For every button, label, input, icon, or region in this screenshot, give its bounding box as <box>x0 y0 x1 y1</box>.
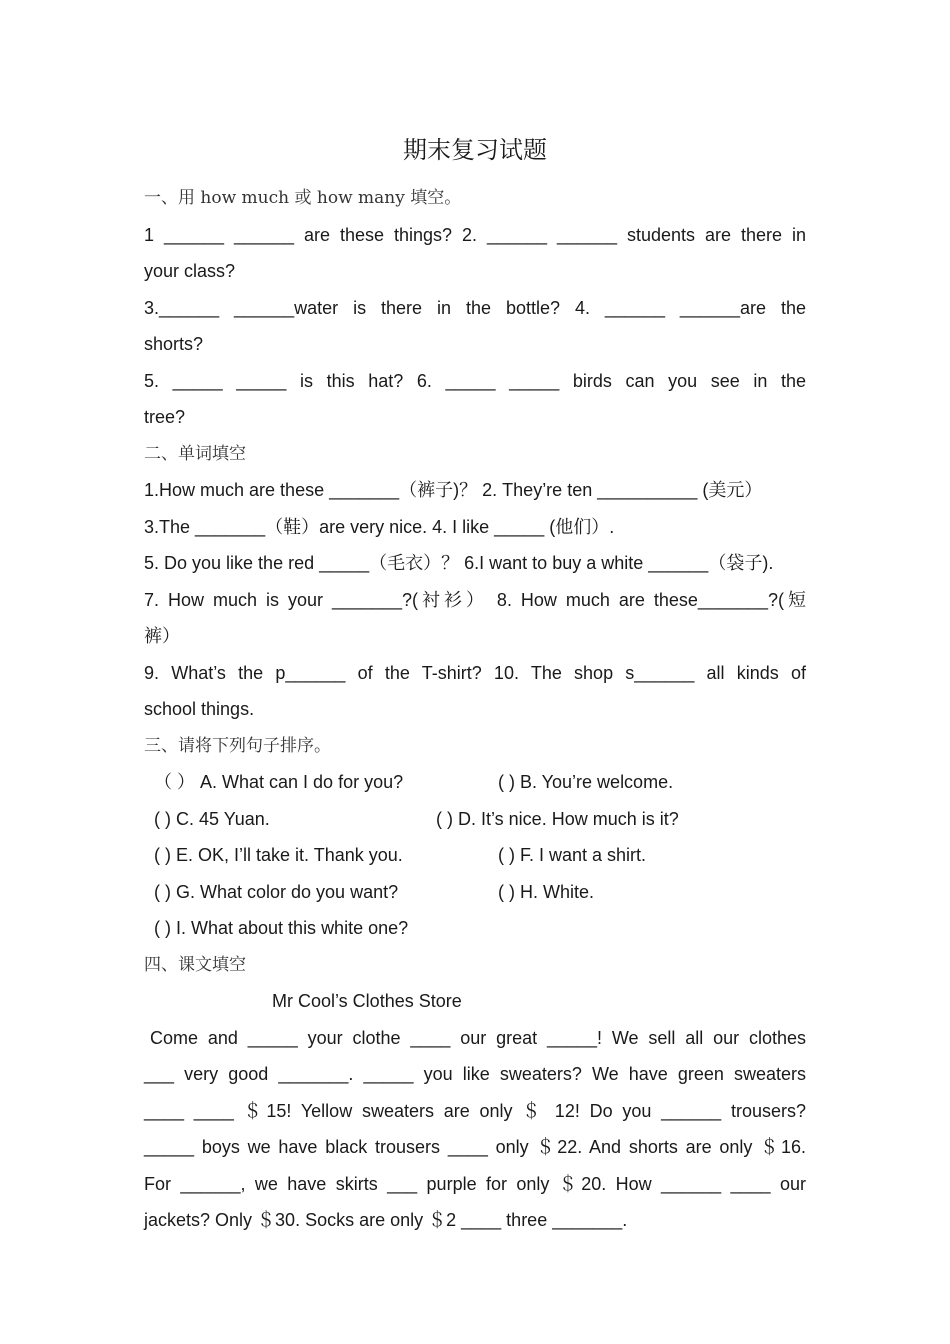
store-title: Mr Cool’s Clothes Store <box>272 991 462 1011</box>
section2-line: 裤） <box>144 626 180 646</box>
ordering-item: ( ) I. What about this white one? <box>154 918 409 938</box>
section1-line: 1 ______ ______ are these things? 2. ______ ______ students are there in <box>144 224 806 245</box>
page-title: 期末复习试题 <box>403 136 547 164</box>
ordering-item: ( ) C. 45 Yuan. <box>154 808 270 829</box>
ordering-item: ( ) D. It’s nice. How much is it? <box>436 808 679 829</box>
ordering-row <box>144 910 806 947</box>
ordering-row <box>144 874 806 911</box>
section2-line: 9. What’s the p______ of the T-shirt? 10. The shop s______ all kinds of <box>144 662 806 683</box>
ordering-item: ( ) G. What color do you want? <box>154 881 399 902</box>
ordering-item: ( ) B. You’re welcome. <box>498 772 674 792</box>
section2-heading: 二、单词填空 <box>144 443 246 464</box>
passage-line: ____ ____ ＄15! Yellow sweaters are only ＄ 12! Do you ______ trousers? <box>144 1100 806 1121</box>
section1-heading: 一、用 how much 或 how many 填空。 <box>144 188 462 208</box>
ordering-item: ( ) F. I want a shirt. <box>498 845 647 865</box>
section2-line: 5. Do you like the red _____（毛衣）？ 6.I want to buy a white ______（袋子). <box>144 553 774 573</box>
section3-heading: 三、请将下列句子排序。 <box>144 735 331 756</box>
section1-line: 3.______ ______water is there in the bottle? 4. ______ ______are the <box>144 297 806 318</box>
passage-line: ___ very good _______. _____ you like sweaters? We have green sweaters <box>144 1064 806 1084</box>
passage-line: For ______, we have skirts ___ purple for only ＄20. How ______ ____ our <box>144 1173 806 1194</box>
section1-line: your class? <box>144 261 236 281</box>
section1-line: tree? <box>144 407 186 427</box>
section1-line: shorts? <box>144 334 204 354</box>
ordering-row <box>144 837 806 874</box>
ordering-item: ( ) E. OK, I’ll take it. Thank you. <box>154 845 403 865</box>
section2-line: school things. <box>144 699 255 719</box>
section2-line: 7. How much is your _______?(衬衫） 8. How much are these_______?(短 <box>144 589 806 610</box>
section1-line: 5. _____ _____ is this hat? 6. _____ _____ birds can you see in the <box>144 370 806 391</box>
passage-line: jackets? Only ＄30. Socks are only ＄2 ____ three _______. <box>144 1210 628 1230</box>
passage-line: _____ boys we have black trousers ____ only ＄22. And shorts are only ＄16. <box>144 1137 806 1157</box>
ordering-item: ( ) H. White. <box>498 881 595 902</box>
ordering-list <box>144 764 806 947</box>
ordering-row <box>144 801 806 838</box>
passage-line: Come and _____ your clothe ____ our great _____! We sell all our clothes <box>150 1027 806 1048</box>
ordering-row <box>144 764 806 801</box>
section2-line: 3.The _______（鞋）are very nice. 4. I like _____ (他们）. <box>144 516 615 537</box>
section2-line: 1.How much are these _______（裤子)？ 2. They’re ten __________ (美元） <box>144 480 763 500</box>
ordering-item: （ ） A. What can I do for you? <box>154 772 404 792</box>
worksheet-page <box>144 130 806 1239</box>
section4-heading: 四、课文填空 <box>144 954 246 975</box>
